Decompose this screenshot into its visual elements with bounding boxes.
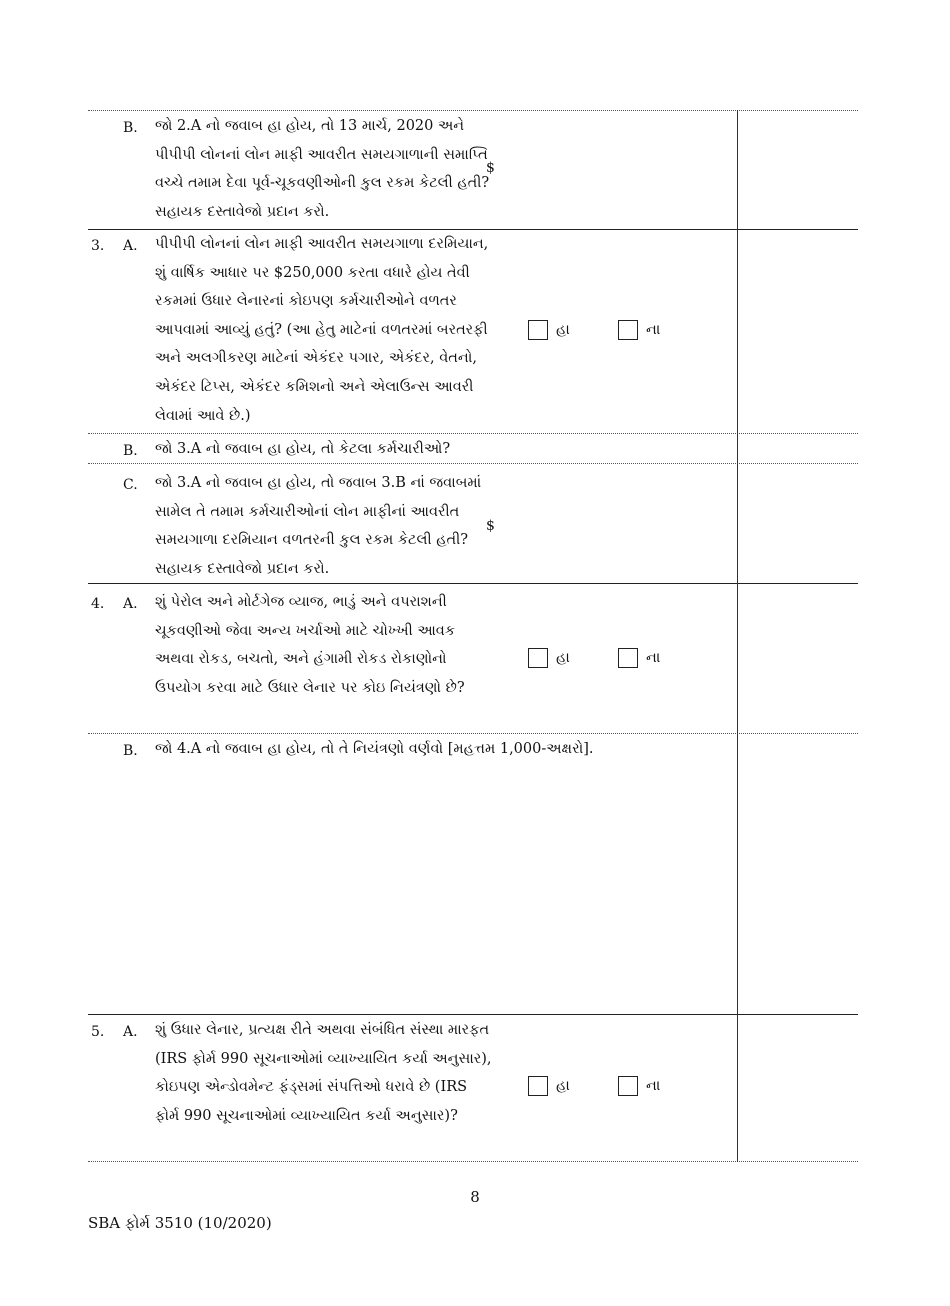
row-divider xyxy=(88,110,858,111)
question-letter: C. xyxy=(123,477,138,493)
yes-checkbox[interactable] xyxy=(528,320,548,340)
question-letter: A. xyxy=(123,1024,138,1040)
description-answer-area[interactable] xyxy=(155,770,725,1005)
question-letter: B. xyxy=(123,743,138,759)
no-checkbox[interactable] xyxy=(618,1076,638,1096)
form-footer: SBA ફોર્મ 3510 (10/2020) xyxy=(88,1214,272,1232)
row-divider xyxy=(88,1014,858,1015)
yes-checkbox[interactable] xyxy=(528,1076,548,1096)
dollar-sign: $ xyxy=(486,518,495,534)
question-letter: A. xyxy=(123,596,138,612)
question-3a-text: પીપીપી લોનનાં લોન માફી આવરીત સમયગાળા દરમિયાન, શું વાર્ષિક આધાર પર $250,000 કરતા વધારે હોય તેવી રકમમાં ઉધાર લેનારનાં કોઇપણ કર્મચારીઓને વળતર આપવામાં આવ્યું હતું? (આ હેતુ માટેનાં વળતરમાં બરતરફી અને અલગીકરણ માટેનાં એકંદર પગાર, એકંદર, વેતનો, એકંદર ટિપ્સ, એકંદર કમિશનો અને એલાઉન્સ આવરી લેવામાં આવે છે.) xyxy=(155,236,489,424)
question-3c-text: જો 3.A નો જવાબ હા હોય, તો જવાબ 3.B નાં જવાબમાં સામેલ તે તમામ કર્મચારીઓનાં લોન માફીનાં આવરીત સમયગાળા દરમિયાન વળતરની કુલ રકમ કેટલી હતી? સહાયક દસ્તાવેજો પ્રદાન કરો. xyxy=(155,475,482,577)
no-checkbox[interactable] xyxy=(618,320,638,340)
question-number: 5. xyxy=(91,1024,105,1040)
question-number: 3. xyxy=(91,238,105,254)
page-number: 8 xyxy=(470,1188,480,1206)
yes-label: હા xyxy=(556,322,570,338)
row-divider xyxy=(88,1161,858,1162)
no-label: ના xyxy=(646,650,661,666)
yes-label: હા xyxy=(556,1078,570,1094)
question-letter: A. xyxy=(123,238,138,254)
dollar-sign: $ xyxy=(486,160,495,176)
question-letter: B. xyxy=(123,120,138,136)
question-2b-text: જો 2.A નો જવાબ હા હોય, તો 13 માર્ચ, 2020 અને પીપીપી લોનનાં લોન માફી આવરીત સમયગાળાની સમાપ્તિ વચ્ચે તમામ દેવા પૂર્વ-ચૂકવણીઓની કુલ રકમ કેટલી હતી? સહાયક દસ્તાવેજો પ્રદાન કરો. xyxy=(155,118,490,220)
yes-checkbox[interactable] xyxy=(528,648,548,668)
question-4b-text: જો 4.A નો જવાબ હા હોય, તો તે નિયંત્રણો વર્ણવો [મહત્તમ 1,000-અક્ષરો]. xyxy=(155,741,594,757)
row-divider xyxy=(88,733,858,734)
no-checkbox[interactable] xyxy=(618,648,638,668)
question-letter: B. xyxy=(123,443,138,459)
no-label: ના xyxy=(646,1078,661,1094)
question-4a-text: શું પેરોલ અને મોર્ટગેજ વ્યાજ, ભાડું અને વપરાશની ચૂકવણીઓ જેવા અન્ય ખર્ચાઓ માટે ચોખ્ખી આવક અથવા રોકડ, બચતો, અને હંગામી રોકડ રોકાણોનો ઉપયોગ કરવા માટે ઉધાર લેનાર પર કોઇ નિયંત્રણો છે? xyxy=(155,594,465,696)
answer-column-divider xyxy=(737,110,738,1162)
question-5a-text: શું ઉધાર લેનાર, પ્રત્યક્ષ રીતે અથવા સંબંધિત સંસ્થા મારફત (IRS ફોર્મ 990 સૂચનાઓમાં વ્યાખ્યાયિત કર્યા અનુસાર), કોઇપણ એન્ડોવમેન્ટ ફંડ્સમાં સંપત્તિઓ ધરાવે છે (IRS ફોર્મ 990 સૂચનાઓમાં વ્યાખ્યાયિત કર્યા અનુસાર)? xyxy=(155,1022,492,1124)
yes-label: હા xyxy=(556,650,570,666)
question-3b-text: જો 3.A નો જવાબ હા હોય, તો કેટલા કર્મચારીઓ? xyxy=(155,441,451,457)
no-label: ના xyxy=(646,322,661,338)
row-divider xyxy=(88,433,858,434)
question-number: 4. xyxy=(91,596,105,612)
